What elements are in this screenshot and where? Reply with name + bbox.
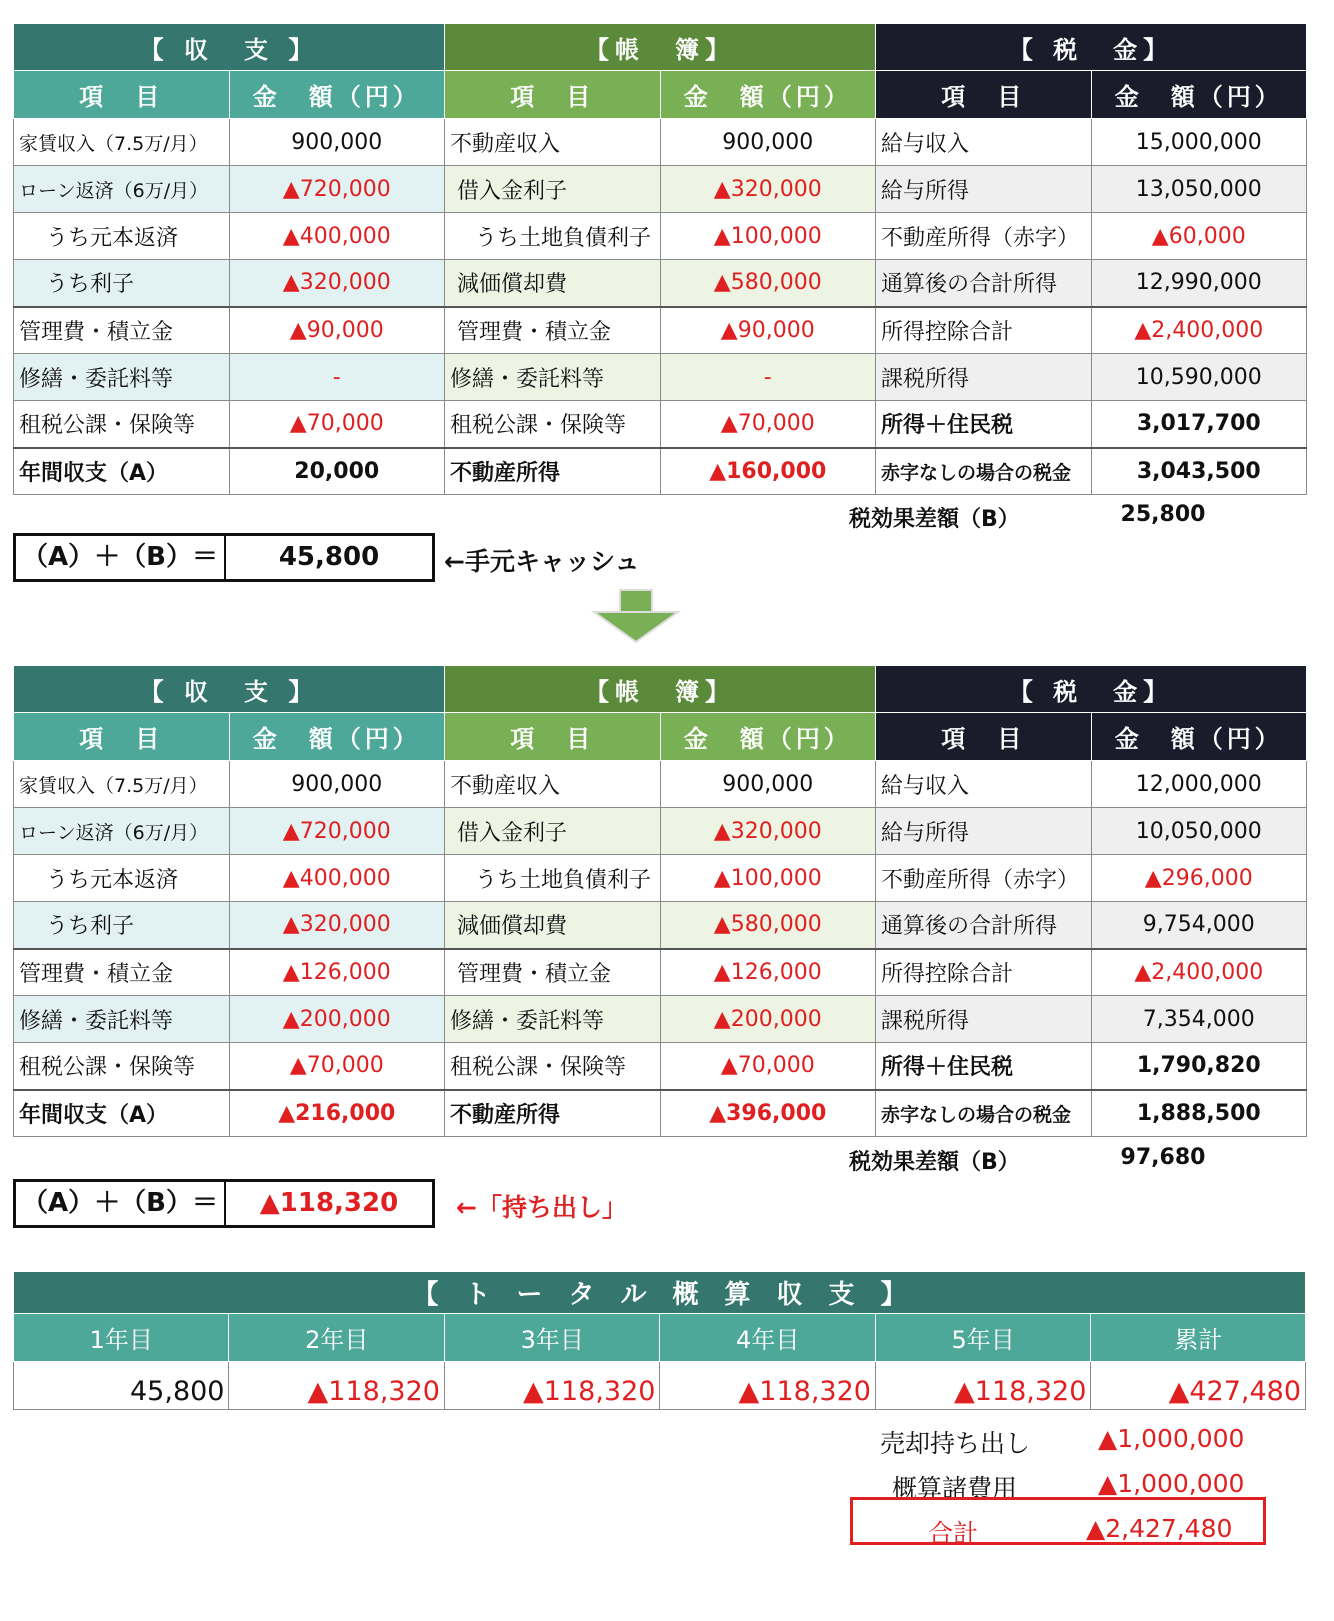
cell-value: ▲400,000	[229, 213, 445, 260]
cell-label: 家賃収入（7.5万/月）	[14, 761, 230, 808]
cell-value: ▲2,400,000	[1091, 307, 1307, 354]
cell-label: 家賃収入（7.5万/月）	[14, 119, 230, 166]
cell-label: 修繕・委託料等	[445, 354, 661, 401]
cell-label: 所得控除合計	[876, 949, 1092, 996]
cell-value: ▲2,400,000	[1091, 949, 1307, 996]
cell-label: 赤字なしの場合の税金	[876, 448, 1092, 495]
table-row	[14, 166, 1307, 213]
cell-value: ▲320,000	[660, 808, 876, 855]
table-row	[14, 808, 1307, 855]
cell-value: ▲320,000	[229, 260, 445, 307]
ab-label: （A）＋（B）＝	[16, 536, 226, 579]
ab-value: ▲118,320	[259, 1188, 399, 1218]
section-title-books: 【帳 簿】	[445, 24, 876, 71]
cell-label: 年間収支（A）	[14, 448, 230, 495]
sale-value: ▲1,000,000	[1098, 1424, 1245, 1453]
cell-label: 借入金利子	[445, 166, 661, 213]
total-summary	[13, 1271, 1306, 1410]
cell-label: 不動産所得（赤字）	[876, 855, 1092, 902]
sum-label: 合計	[928, 1519, 979, 1548]
ab-value: 45,800	[278, 542, 380, 572]
cost-value: ▲1,000,000	[1098, 1469, 1245, 1498]
cell-value: ▲100,000	[660, 213, 876, 260]
cell-value: ▲320,000	[229, 902, 445, 949]
cell-label: 給与収入	[876, 761, 1092, 808]
cell-value: ▲580,000	[660, 260, 876, 307]
cell-label: 所得＋住民税	[876, 401, 1092, 448]
cell-label: 通算後の合計所得	[876, 902, 1092, 949]
cell-label: 不動産所得	[445, 1090, 661, 1137]
cell-label: 所得＋住民税	[876, 1043, 1092, 1090]
cell-label: 減価償却費	[445, 260, 661, 307]
cell-value: 900,000	[229, 119, 445, 166]
col-header: 項 目	[445, 713, 661, 761]
col-header: 項 目	[14, 71, 230, 119]
year-value: ▲118,320	[444, 1362, 659, 1410]
table-row	[14, 260, 1307, 307]
year-header: 1年目	[14, 1314, 229, 1362]
cell-value: ▲70,000	[660, 401, 876, 448]
cell-value: ▲396,000	[660, 1090, 876, 1137]
cell-label: うち利子	[14, 260, 230, 307]
section-title-income: 【 収 支 】	[14, 24, 445, 71]
col-header: 項 目	[876, 713, 1092, 761]
ab-sum-box	[13, 533, 435, 582]
section-title-books: 【帳 簿】	[445, 666, 876, 713]
ab-sum-box	[13, 1179, 435, 1228]
table-row	[14, 1043, 1307, 1090]
cell-value: ▲70,000	[229, 401, 445, 448]
cell-value: 3,043,500	[1091, 448, 1307, 495]
table-row	[14, 119, 1307, 166]
cell-label: 租税公課・保険等	[14, 1043, 230, 1090]
tax-effect-value: 25,800	[1120, 502, 1206, 527]
cell-label: 修繕・委託料等	[14, 996, 230, 1043]
cell-value: ▲90,000	[660, 307, 876, 354]
comparison-table-1	[13, 23, 1306, 495]
cell-label: 課税所得	[876, 996, 1092, 1043]
cell-value: ▲60,000	[1091, 213, 1307, 260]
cell-label: ローン返済（6万/月）	[14, 808, 230, 855]
table-row	[14, 996, 1307, 1043]
cost-label: 概算諸費用	[892, 1474, 1018, 1503]
cell-label: 給与収入	[876, 119, 1092, 166]
year-header: 3年目	[444, 1314, 659, 1362]
cell-value: ▲200,000	[660, 996, 876, 1043]
main-table	[13, 665, 1307, 1137]
cell-label: 租税公課・保険等	[14, 401, 230, 448]
cell-value: 7,354,000	[1091, 996, 1307, 1043]
year-value: ▲118,320	[875, 1362, 1090, 1410]
table-row	[14, 855, 1307, 902]
col-header: 金 額（円）	[229, 713, 445, 761]
col-header: 金 額（円）	[1091, 71, 1307, 119]
cell-value: ▲126,000	[660, 949, 876, 996]
tax-effect-value: 97,680	[1120, 1145, 1206, 1170]
cell-value: -	[660, 354, 876, 401]
col-header: 金 額（円）	[1091, 713, 1307, 761]
table-row	[14, 902, 1307, 949]
cell-label: 不動産収入	[445, 761, 661, 808]
cell-value: 1,888,500	[1091, 1090, 1307, 1137]
cell-value: 10,590,000	[1091, 354, 1307, 401]
cell-label: 管理費・積立金	[14, 307, 230, 354]
ab-note: ←手元キャッシュ	[444, 547, 640, 576]
table-row	[14, 354, 1307, 401]
cell-label: 管理費・積立金	[445, 949, 661, 996]
col-header: 金 額（円）	[660, 71, 876, 119]
cell-value: ▲296,000	[1091, 855, 1307, 902]
ab-label: （A）＋（B）＝	[16, 1182, 226, 1225]
sale-label: 売却持ち出し	[880, 1429, 1031, 1458]
table-row-total	[14, 1090, 1307, 1137]
col-header: 項 目	[14, 713, 230, 761]
year-header: 累計	[1091, 1314, 1306, 1362]
table-row	[14, 307, 1307, 354]
cell-value: ▲580,000	[660, 902, 876, 949]
cell-value: 900,000	[660, 761, 876, 808]
total-table	[13, 1271, 1306, 1410]
cell-value: ▲70,000	[229, 1043, 445, 1090]
cell-label: 修繕・委託料等	[445, 996, 661, 1043]
cell-label: 年間収支（A）	[14, 1090, 230, 1137]
year-header: 4年目	[660, 1314, 875, 1362]
year-value: ▲118,320	[660, 1362, 875, 1410]
cell-value: 9,754,000	[1091, 902, 1307, 949]
tax-effect-label: 税効果差額（B）	[849, 1150, 1020, 1175]
cell-label: 給与所得	[876, 166, 1092, 213]
cell-label: うち土地負債利子	[445, 855, 661, 902]
section-title-income: 【 収 支 】	[14, 666, 445, 713]
cell-value: 20,000	[229, 448, 445, 495]
cell-value: 3,017,700	[1091, 401, 1307, 448]
col-header: 項 目	[876, 71, 1092, 119]
cell-label: 給与所得	[876, 808, 1092, 855]
cell-label: 不動産所得	[445, 448, 661, 495]
cell-label: 修繕・委託料等	[14, 354, 230, 401]
year-header: 2年目	[229, 1314, 444, 1362]
cell-value: 12,000,000	[1091, 761, 1307, 808]
year-value: ▲118,320	[229, 1362, 444, 1410]
cell-value: 1,790,820	[1091, 1043, 1307, 1090]
cell-label: 租税公課・保険等	[445, 1043, 661, 1090]
cell-label: 所得控除合計	[876, 307, 1092, 354]
cell-value: ▲720,000	[229, 166, 445, 213]
table-row	[14, 213, 1307, 260]
cell-label: 通算後の合計所得	[876, 260, 1092, 307]
main-table	[13, 23, 1307, 495]
col-header: 項 目	[445, 71, 661, 119]
cell-value: 12,990,000	[1091, 260, 1307, 307]
cell-label: 借入金利子	[445, 808, 661, 855]
section-title-tax: 【 税 金】	[876, 666, 1307, 713]
cell-value: -	[229, 354, 445, 401]
comparison-table-2	[13, 665, 1306, 1137]
cell-value: ▲320,000	[660, 166, 876, 213]
cell-label: 租税公課・保険等	[445, 401, 661, 448]
cell-label: 課税所得	[876, 354, 1092, 401]
section-title-tax: 【 税 金】	[876, 24, 1307, 71]
cell-value: ▲126,000	[229, 949, 445, 996]
tax-effect-label: 税効果差額（B）	[849, 507, 1020, 532]
year-value: 45,800	[14, 1362, 229, 1410]
cell-value: ▲90,000	[229, 307, 445, 354]
cell-label: ローン返済（6万/月）	[14, 166, 230, 213]
cell-value: 900,000	[229, 761, 445, 808]
cell-label: 減価償却費	[445, 902, 661, 949]
cell-value: 13,050,000	[1091, 166, 1307, 213]
cell-value: ▲100,000	[660, 855, 876, 902]
table-row	[14, 949, 1307, 996]
table-row-total	[14, 448, 1307, 495]
cell-value: ▲216,000	[229, 1090, 445, 1137]
col-header: 金 額（円）	[660, 713, 876, 761]
year-header: 5年目	[875, 1314, 1090, 1362]
table-row	[14, 401, 1307, 448]
cell-value: 900,000	[660, 119, 876, 166]
cell-value: ▲200,000	[229, 996, 445, 1043]
cell-label: 赤字なしの場合の税金	[876, 1090, 1092, 1137]
cell-label: 管理費・積立金	[14, 949, 230, 996]
cell-value: 15,000,000	[1091, 119, 1307, 166]
total-title: 【 ト ー タ ル 概 算 収 支 】	[14, 1272, 1306, 1314]
col-header: 金 額（円）	[229, 71, 445, 119]
cell-label: 管理費・積立金	[445, 307, 661, 354]
sum-value: ▲2,427,480	[1086, 1514, 1233, 1543]
cell-value: ▲400,000	[229, 855, 445, 902]
cell-value: ▲720,000	[229, 808, 445, 855]
cell-label: うち元本返済	[14, 855, 230, 902]
cell-value: ▲160,000	[660, 448, 876, 495]
cell-label: うち土地負債利子	[445, 213, 661, 260]
tax-effect-row	[837, 492, 1293, 538]
cell-value: 10,050,000	[1091, 808, 1307, 855]
cell-label: 不動産収入	[445, 119, 661, 166]
arrow-down-icon	[588, 588, 684, 644]
year-value: ▲427,480	[1091, 1362, 1306, 1410]
cell-label: うち利子	[14, 902, 230, 949]
cell-label: 不動産所得（赤字）	[876, 213, 1092, 260]
table-row	[14, 761, 1307, 808]
ab-note: ←「持ち出し」	[456, 1193, 627, 1222]
cell-label: うち元本返済	[14, 213, 230, 260]
tax-effect-row	[837, 1135, 1293, 1181]
cell-value: ▲70,000	[660, 1043, 876, 1090]
